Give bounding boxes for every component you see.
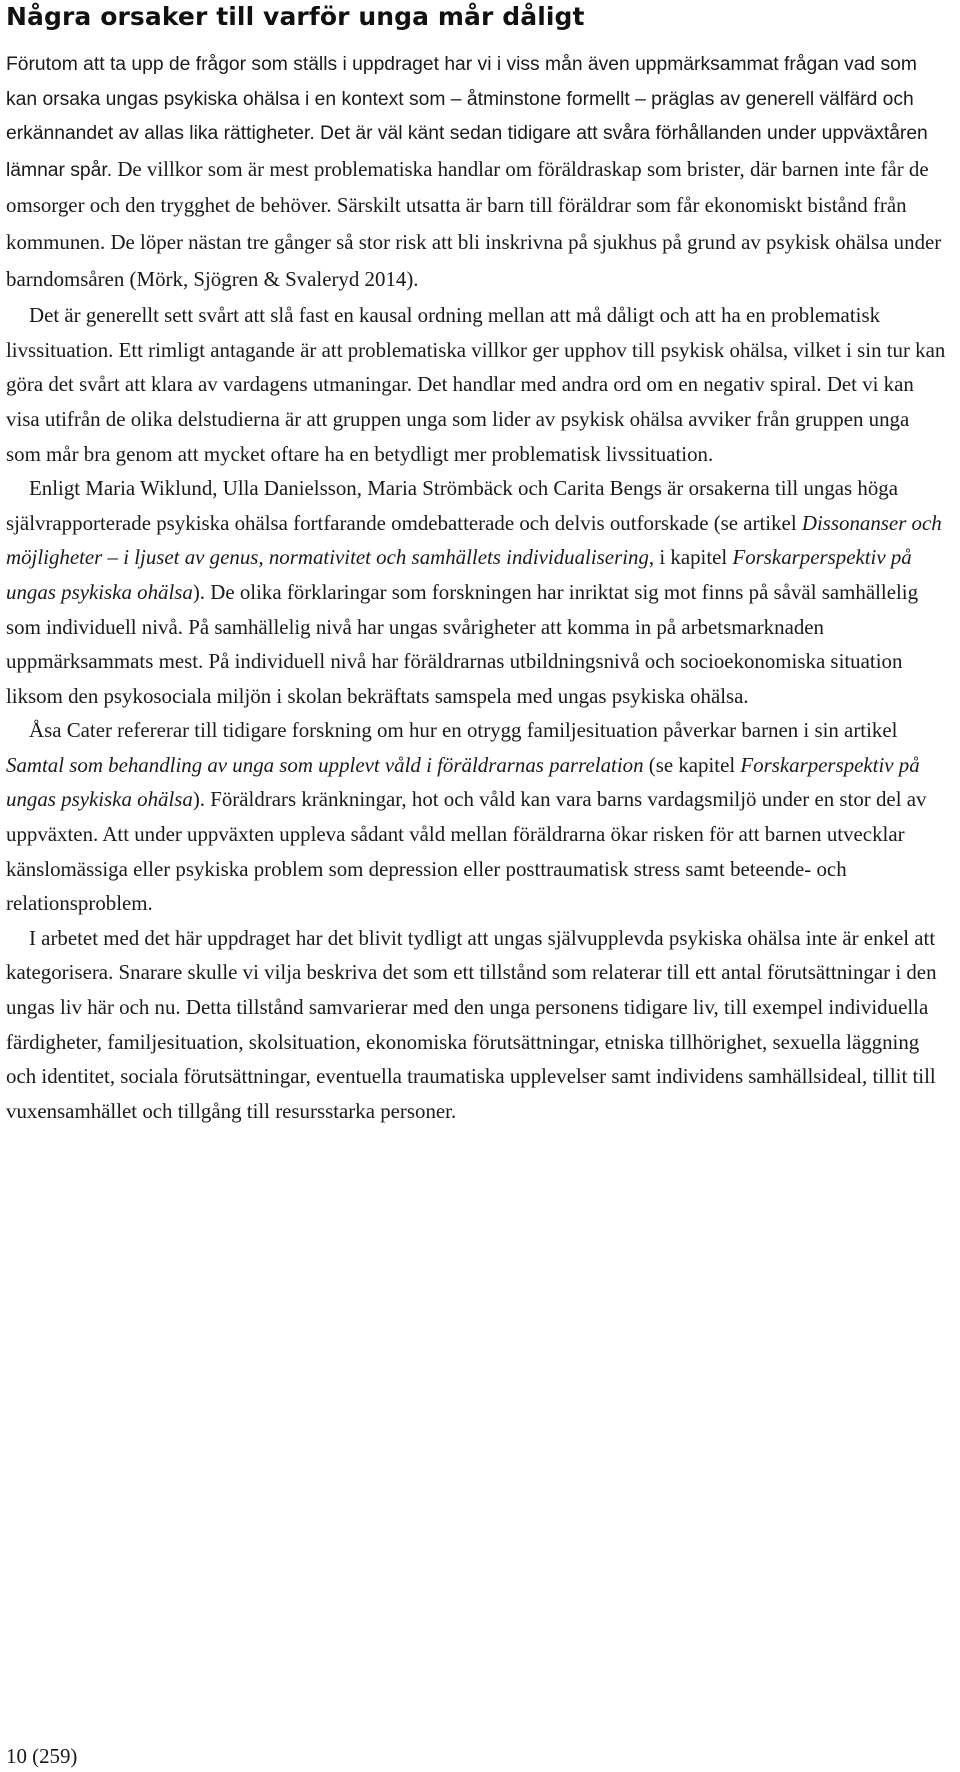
paragraph-2: Det är generellt sett svårt att slå fast en kausal ordning mellan att må dåligt och att ha en problematisk livssituation. Ett rimligt antagande är att problematiska villkor ger upphov till psykisk ohälsa, vilket i sin tur kan göra det svårt att klara av vardagens utmaningar. Det handlar med andra ord om en negativ spiral. Det vi kan visa utifrån de olika delstudierna är att gruppen unga som lider av psykisk ohälsa avviker från gruppen unga som mår bra genom att mycket oftare ha en betydligt mer problematisk livssituation. <box>6 303 946 466</box>
paragraph-4-text-a: Åsa Cater refererar till tidigare forskning om hur en otrygg familjesituation påverkar barnen i sin artikel <box>29 718 898 743</box>
paragraph-4-text-c: ). Föräldrars kränkningar, hot och våld kan vara barns vardagsmiljö under en stor del av uppväxten. Att under uppväxten uppleva sådant våld mellan föräldrarna ökar risken för att barnen utvecklar känslomässiga eller psykiska problem som depression eller posttraumatisk stress samt beteende- och relationsproblem. <box>6 787 927 916</box>
paragraph-1-serif-part: De villkor som är mest problematiska handlar om föräldraskap som brister, där barnen inte får de omsorger och den trygghet de behöver. Särskilt utsatta är barn till föräldrar som får ekonomiskt bistånd från kommunen. De löper nästan tre gånger så stor risk att bli inskrivna på sjukhus på grund av psykisk ohälsa under barndomsåren (Mörk, Sjögren & Svaleryd 2014). <box>6 156 942 291</box>
chapter-title-forskarperspektiv: Forskarperspektiv på ungas psykiska ohälsa <box>6 545 912 604</box>
body-text <box>6 48 948 1128</box>
article-title-samtal: Samtal som behandling av unga som upplevt våld i föräldrarnas parrelation <box>6 752 644 777</box>
paragraph-1 <box>6 48 948 298</box>
paragraph-3-text-b: , i kapitel <box>648 545 733 570</box>
page-number: 10 (259) <box>6 1744 78 1768</box>
paragraph-3-text-a: Enligt Maria Wiklund, Ulla Danielsson, Maria Strömbäck och Carita Bengs är orsakerna till ungas höga självrapporterade psykiska ohälsa fortfarande omdebatterade och delvis outforskade (se artikel <box>6 476 899 535</box>
section-heading: Några orsaker till varför unga mår dåligt <box>6 2 585 31</box>
paragraph-3 <box>6 471 948 713</box>
chapter-title-forskarperspektiv-2: Forskarperspektiv på ungas psykiska ohälsa <box>6 752 920 812</box>
paragraph-4-text-b: (se kapitel <box>643 752 741 777</box>
article-title-dissonanser: Dissonanser och möjligheter – i ljuset av genus, normativitet och samhällets individualisering <box>6 510 942 570</box>
paragraph-4 <box>6 713 948 921</box>
paragraph-1-sans-part: Förutom att ta upp de frågor som ställs i uppdraget har vi i viss mån även uppmärksammat frågan vad som kan orsaka ungas psykiska ohälsa i en kontext som – åtminstone formellt – präglas av generell välfärd och erkännandet av allas lika rättigheter. Det är väl känt sedan tidigare att svåra förhållanden under uppväxtåren lämnar spår. <box>6 54 928 181</box>
paragraph-5: I arbetet med det här uppdraget har det blivit tydligt att ungas självupplevda psykiska ohälsa inte är enkel att kategorisera. Snarare skulle vi vilja beskriva det som ett tillstånd som relaterar till ett antal förutsättningar i den ungas liv här och nu. Detta tillstånd samvarierar med den unga personens tidigare liv, till exempel individuella färdigheter, familjesituation, skolsituation, ekonomiska förutsättningar, etniska tillhörighet, sexuella läggning och identitet, sociala förutsättningar, eventuella traumatiska upplevelser samt individens samhällsideal, tillit till vuxensamhället och tillgång till resursstarka personer. <box>6 925 937 1123</box>
paragraph-3-text-c: ). De olika förklaringar som forskningen har inriktat sig mot finns på såväl samhällelig som individuell nivå. På samhällelig nivå har ungas svårigheter att komma in på arbetsmarknaden uppmärksammats mest. På individuell nivå har föräldrarnas utbildningsnivå och socioekonomiska situation liksom den psykosociala miljön i skolan bekräftats samspela med ungas psykiska ohälsa. <box>6 579 919 708</box>
